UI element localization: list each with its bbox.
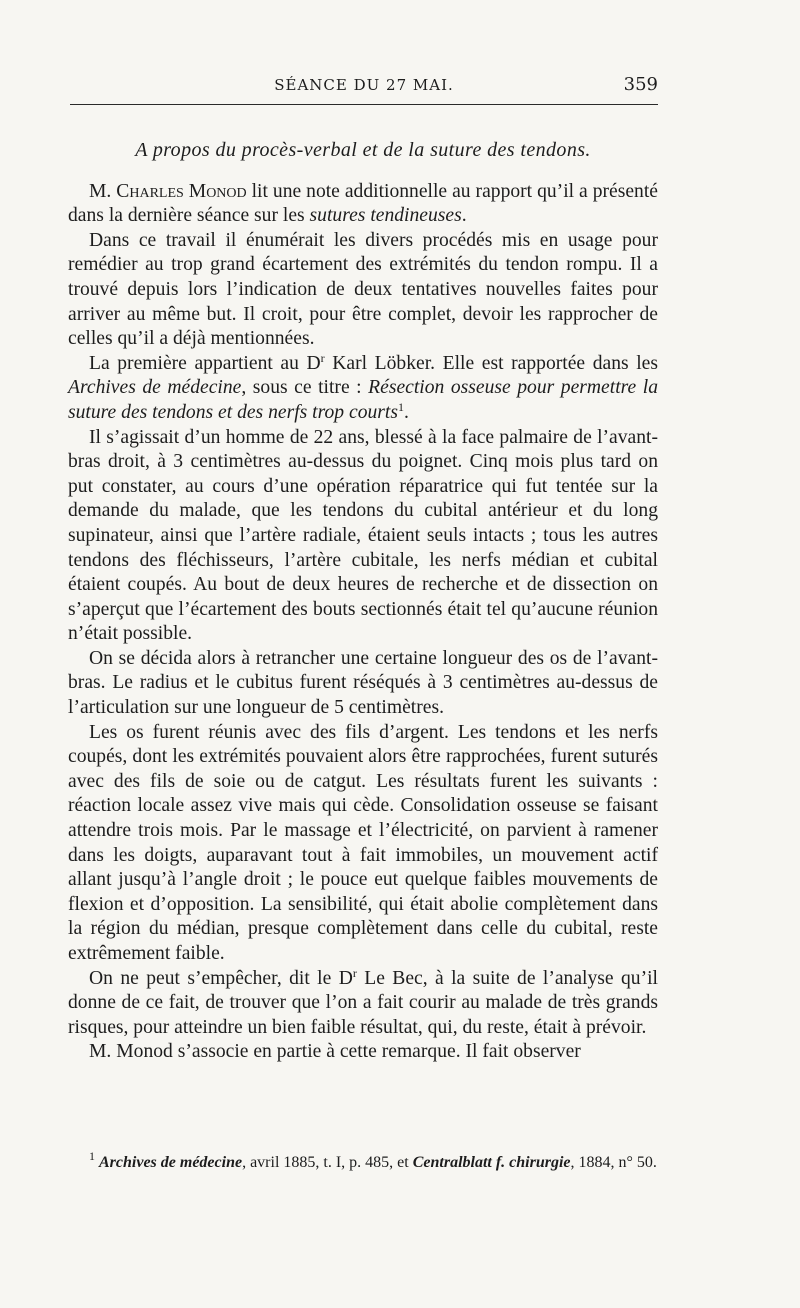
p3-text3: , sous ce titre : bbox=[241, 377, 369, 399]
p3-text4: . bbox=[403, 401, 409, 423]
p1-text2: . bbox=[461, 205, 467, 227]
paragraph-3 bbox=[68, 352, 658, 426]
page-number: 359 bbox=[623, 74, 658, 95]
footnote-reference[interactable]: 1 bbox=[397, 399, 404, 414]
paragraph-8: M. Monod s’associe en partie à cette remarque. Il fait observer bbox=[89, 1041, 581, 1063]
paragraph-4: Il s’agissait d’un homme de 22 ans, blessé à la face palmaire de l’avant-bras droit, à 3 centimètres au-dessus du poignet. Cinq mois plus tard on put constater, au cours d’une opération réparatrice qui fut tentée sur la demande du malade, que les tendons du cubital antérieur et du long supinateur, ainsi que l’artère radiale, étaient seuls intacts ; tous les autres tendons des fléchisseurs, l’artère cubitale, les nerfs médian et cubital étaient coupés. Au bout de deux heures de recherche et de dissection on s’aperçut que l’écartement des bouts sectionnés était tel qu’aucune réunion n’était possible. bbox=[68, 426, 658, 645]
p3-text2: Karl Löbker. Elle est rapportée dans les bbox=[324, 352, 658, 374]
running-header bbox=[70, 74, 658, 98]
footnote-text2: , 1884, n° 50. bbox=[570, 1154, 657, 1171]
p3-text1: La première appartient au D bbox=[89, 352, 321, 374]
p3-sup-r: r bbox=[320, 350, 325, 365]
footnote-journal2: Centralblatt f. chirurgie bbox=[412, 1154, 571, 1171]
paragraph-5: On se décida alors à retrancher une certaine longueur des os de l’avant-bras. Le radius et le cubitus furent réséqués à 3 centimètres au-dessus de l’articulation sur une longueur de 5 centimètres. bbox=[68, 647, 658, 719]
body-text bbox=[68, 138, 658, 1065]
p3-article-title: Résection osseuse pour permettre la suture des tendons et des nerfs trop courts bbox=[68, 377, 659, 423]
paragraph-2: Dans ce travail il énumérait les divers procédés mis en usage pour remédier au trop grand écartement des extrémités du tendon rompu. Il a trouvé depuis lors l’indication de deux tentatives nouvelles faites pour arriver au même but. Il croit, pour être complet, devoir les rapprocher de celles qu’il a déjà mentionnées. bbox=[68, 229, 658, 350]
section-title: A propos du procès-verbal et de la suture des tendons. bbox=[135, 139, 591, 161]
footnote-journal: Archives de médecine bbox=[99, 1154, 243, 1171]
p1-prefix: M. bbox=[89, 180, 117, 202]
running-title: SÉANCE DU 27 MAI. bbox=[274, 76, 454, 94]
p1-text1: lit une note additionnelle au rapport qu’il a présenté dans la dernière séance sur les bbox=[68, 180, 658, 227]
header-rule bbox=[70, 104, 658, 105]
p7-text1: On ne peut s’empêcher, dit le D bbox=[89, 967, 353, 989]
paragraph-1 bbox=[68, 180, 658, 229]
footnote-mark: 1 bbox=[89, 1149, 95, 1163]
p3-journal: Archives de médecine bbox=[68, 377, 242, 399]
paragraph-6: Les os furent réunis avec des fils d’argent. Les tendons et les nerfs coupés, dont les extrémités pouvaient alors être rapprochées, furent suturés avec des fils de soie ou de catgut. Les résultats furent les suivants : réaction locale assez vive mais qui cède. Consolidation osseuse se faisant attendre trois mois. Par le massage et l’électricité, on parvient à ramener dans les doigts, auparavant tout à fait immobiles, un mouvement actif allant jusqu’à l’angle droit ; le pouce eut quelque faibles mouvements de flexion et d’opposition. La sensibilité, qui était abolie complètement dans la région du médian, presque complètement dans celle du cubital, reste extrêmement faible. bbox=[68, 721, 658, 964]
footnote bbox=[68, 1149, 658, 1173]
footnote-text1: , avril 1885, t. I, p. 485, et bbox=[242, 1154, 413, 1171]
p1-emphasis: sutures tendineuses bbox=[309, 205, 462, 227]
p7-sup-r: r bbox=[352, 965, 357, 980]
paragraph-7 bbox=[68, 967, 658, 1041]
speaker-name: Charles Monod bbox=[116, 180, 247, 202]
p7-text2: Le Bec, à la suite de l’analyse qu’il donne de ce fait, de trouver que l’on a fait courir au malade de très grands risques, pour atteindre un bien faible résultat, qui, du reste, était à prévoir. bbox=[68, 967, 659, 1038]
